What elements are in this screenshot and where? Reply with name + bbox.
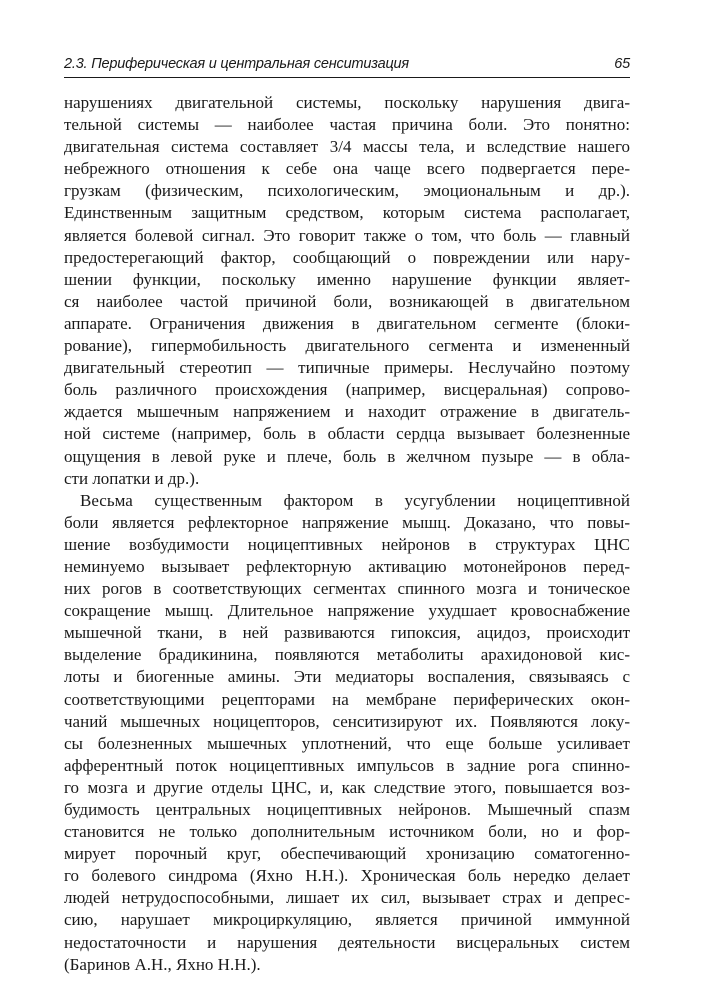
book-page — [64, 56, 630, 976]
text-line: ощущения в левой руке и плече, боль в желчном пузыре — в обла- — [64, 446, 630, 466]
text-line: них рогов в соответствующих сегментах спинного мозга и тоническое — [64, 579, 630, 599]
text-line: становится не только дополнительным источником боли, но и фор- — [64, 822, 630, 842]
running-head — [64, 56, 630, 78]
text-line: небрежного отношения к себе она чаще всего подвергается пере- — [64, 159, 630, 179]
text-line: сы болезненных мышечных уплотнений, что еще больше усиливает — [64, 733, 630, 753]
text-line: шении функции, поскольку именно нарушение функции являет- — [64, 269, 630, 289]
text-line: афферентный поток ноцицептивных импульсов в задние рога спинно- — [64, 755, 630, 775]
text-line: го болевого синдрома (Яхно Н.Н.). Хроническая боль нередко делает — [64, 866, 630, 886]
text-line: двигательный стереотип — типичные примеры. Неслучайно поэтому — [64, 358, 630, 378]
text-line: лоты и биогенные амины. Эти медиаторы воспаления, связываясь с — [64, 667, 630, 687]
text-line: боли является рефлекторное напряжение мышц. Доказано, что повы- — [64, 512, 630, 532]
text-line: ной системе (например, боль в области сердца вызывает болезненные — [64, 424, 630, 444]
text-line: сти лопатки и др.). — [64, 468, 200, 488]
text-line: двигательная система составляет 3/4 массы тела, и вследствие нашего — [64, 137, 630, 157]
text-line: выделение брадикинина, появляются метаболиты арахидоновой кис- — [64, 645, 630, 665]
text-line: является болевой сигнал. Это говорит также о том, что боль — главный — [64, 225, 630, 245]
text-line: Весьма существенным фактором в усугублении ноцицептивной — [80, 490, 630, 510]
body-text — [64, 92, 630, 976]
text-line: мышечной ткани, в ней развиваются гипоксия, ацидоз, происходит — [64, 623, 630, 643]
section-title: 2.3. Периферическая и центральная сенситизация — [64, 56, 409, 72]
text-line: чаний мышечных ноцицепторов, сенситизируют их. Появляются локу- — [64, 711, 630, 731]
text-line: ся наиболее частой причиной боли, возникающей в двигательном — [64, 291, 630, 311]
paragraph — [64, 92, 630, 490]
text-line: недостаточности и нарушения деятельности висцеральных систем — [64, 932, 630, 952]
text-line: будимость центральных ноцицептивных нейронов. Мышечный спазм — [64, 800, 630, 819]
text-line: сокращение мышц. Длительное напряжение ухудшает кровоснабжение — [64, 601, 630, 621]
text-line: людей нетрудоспособными, лишает их сил, вызывает страх и депрес- — [64, 888, 630, 908]
text-line: (Баринов А.Н., Яхно Н.Н.). — [64, 954, 261, 974]
text-line: грузкам (физическим, психологическим, эмоциональным и др.). — [64, 181, 630, 201]
text-line: рование), гипермобильность двигательного сегмента и измененный — [64, 336, 630, 356]
paragraph — [64, 490, 630, 976]
text-line: аппарате. Ограничения движения в двигательном сегменте (блоки- — [64, 313, 630, 333]
text-line: тельной системы — наиболее частая причина боли. Это понятно: — [64, 115, 630, 135]
text-line: ждается мышечным напряжением и находит отражение в двигатель- — [64, 402, 630, 422]
text-line: боль различного происхождения (например, висцеральная) сопрово- — [64, 380, 630, 400]
text-line: предостерегающий фактор, сообщающий о повреждении или нару- — [64, 247, 630, 267]
text-line: нарушениях двигательной системы, поскольку нарушения двига- — [64, 93, 630, 112]
text-line: Единственным защитным средством, которым система располагает, — [64, 203, 630, 223]
text-line: сию, нарушает микроциркуляцию, является причиной иммунной — [64, 910, 630, 930]
text-line: го мозга и другие отделы ЦНС, и, как следствие этого, повышается воз- — [64, 777, 630, 797]
text-line: шение возбудимости ноцицептивных нейронов в структурах ЦНС — [64, 534, 630, 554]
text-line: соответствующими рецепторами на мембране периферических окон- — [64, 689, 630, 709]
text-line: мирует порочный круг, обеспечивающий хронизацию соматогенно- — [64, 844, 630, 864]
text-line: неминуемо вызывает рефлекторную активацию мотонейронов перед- — [64, 556, 630, 576]
page-number: 65 — [614, 56, 630, 72]
